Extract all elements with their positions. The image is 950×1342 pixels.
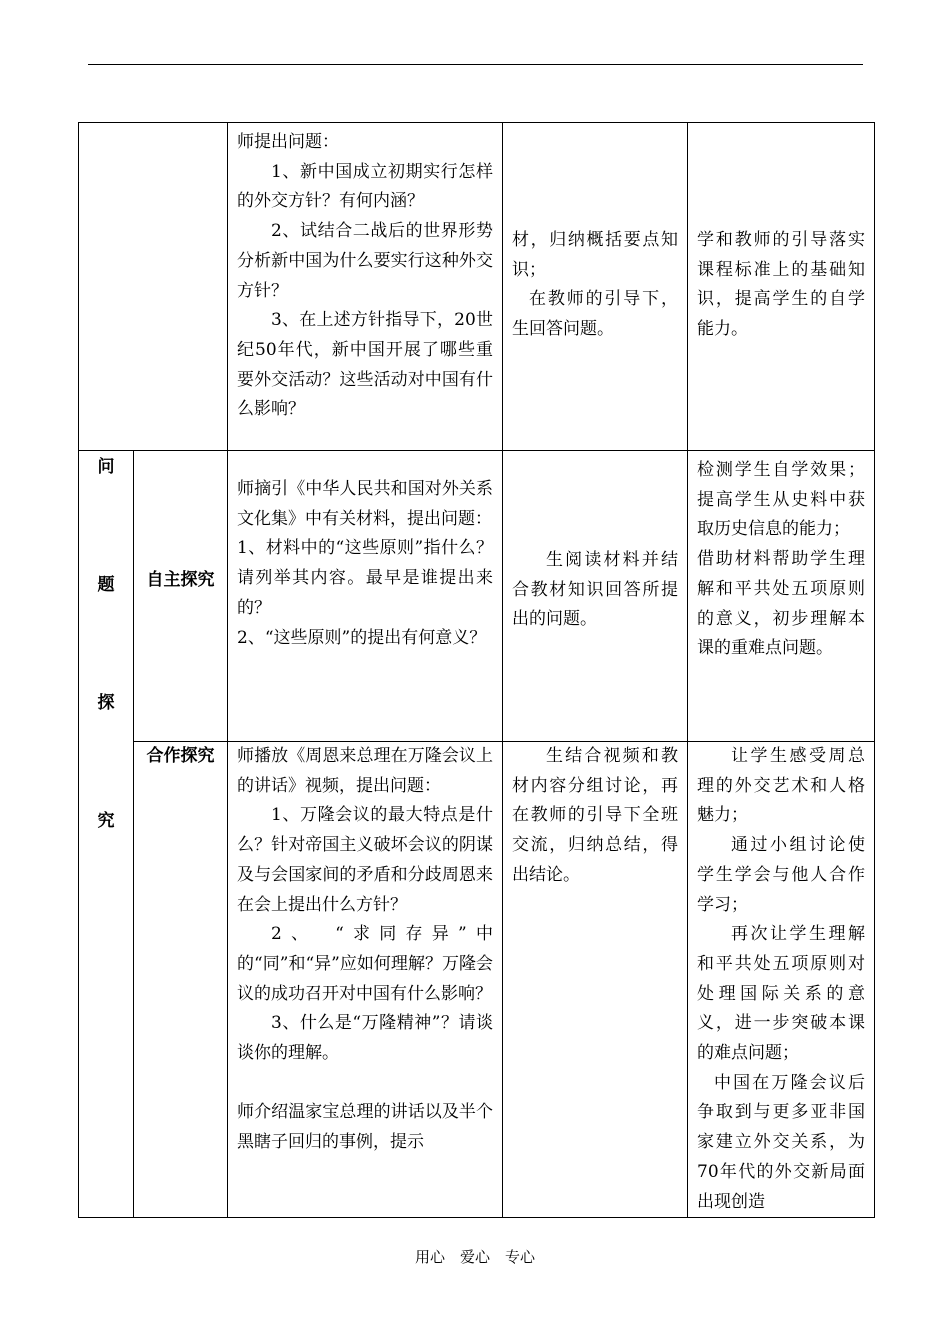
paragraph: 2、 “求同存异”中的“同”和“异”应如何理解？万隆会议的成功召开对中国有什么影响？ <box>237 924 493 1004</box>
paragraph: 生结合视频和教材内容分组讨论，再在教师的引导下全班交流，归纳总结，得出结论。 <box>512 746 678 885</box>
paragraph: 1、万隆会议的最大特点是什么？针对帝国主义破坏会议的阴谋及与会国家间的矛盾和分歧周恩来在会上提出什么方针？ <box>237 805 493 915</box>
paragraph: 通过小组讨论使学生学会与他人合作学习； <box>697 835 865 915</box>
design-intent-cell <box>688 123 875 451</box>
student-activity-cell <box>503 451 688 742</box>
student-activity-cell <box>503 123 688 451</box>
paragraph: 3、什么是“万隆精神”？请谈谈你的理解。 <box>237 1013 493 1064</box>
paragraph: 让学生感受周总理的外交艺术和人格魅力； <box>697 746 865 826</box>
section-label-char: 探 <box>97 693 115 713</box>
paragraph: 检测学生自学效果；提高学生从史料中获取历史信息的能力； <box>697 460 865 540</box>
section-label-char: 究 <box>97 811 115 831</box>
sub-label-cell <box>134 742 228 1218</box>
paragraph: 2、试结合二战后的世界形势分析新中国为什么要实行这种外交方针？ <box>237 221 493 301</box>
paragraph: 师提出问题： <box>237 132 339 152</box>
paragraph: 1、材料中的“这些原则”指什么？请列举其内容。最早是谁提出来的？ <box>237 538 493 618</box>
teacher-activity-cell <box>228 742 503 1218</box>
section-label-char: 题 <box>97 575 115 595</box>
sub-label: 自主探究 <box>146 570 215 590</box>
paragraph: 在教师的引导下，生回答问题。 <box>512 289 678 340</box>
paragraph: 师介绍温家宝总理的讲话以及半个黑瞎子回归的事例，提示 <box>237 1102 493 1153</box>
page-footer: 用心 爱心 专心 <box>414 1248 535 1266</box>
student-activity-cell <box>503 742 688 1218</box>
empty-label-cell <box>79 123 228 451</box>
sub-label: 合作探究 <box>146 746 215 766</box>
paragraph: 生阅读材料并结合教材知识回答所提出的问题。 <box>512 550 678 630</box>
paragraph: 师摘引《中华人民共和国对外关系文化集》中有关材料，提出问题： <box>237 479 493 529</box>
table-row <box>79 451 875 742</box>
paragraph: 再次让学生理解和平共处五项原则对处理国际关系的意义，进一步突破本课的难点问题； <box>697 924 865 1064</box>
lesson-plan-table <box>78 122 875 1218</box>
header-rule <box>88 64 863 65</box>
section-label-char: 问 <box>97 457 115 477</box>
paragraph: 材，归纳概括要点知识； <box>512 230 678 280</box>
paragraph: 1、新中国成立初期实行怎样的外交方针？有何内涵？ <box>237 161 493 212</box>
paragraph: 2、“这些原则”的提出有何意义？ <box>237 627 487 648</box>
section-label-cell <box>79 451 134 1218</box>
paragraph: 中国在万隆会议后争取到与更多亚非国家建立外交关系，为70年代的外交新局面出现创造 <box>697 1072 865 1212</box>
design-intent-cell <box>688 451 875 742</box>
table-row <box>79 742 875 1218</box>
table-row <box>79 123 875 451</box>
paragraph: 3、在上述方针指导下，20世纪50年代，新中国开展了哪些重要外交活动？这些活动对中国有什么影响？ <box>237 310 493 420</box>
paragraph: 师播放《周恩来总理在万隆会议上的讲话》视频，提出问题： <box>237 746 493 796</box>
paragraph: 学和教师的引导落实课程标准上的基础知识，提高学生的自学能力。 <box>697 230 865 340</box>
teacher-activity-cell <box>228 123 503 451</box>
teacher-activity-cell <box>228 451 503 742</box>
design-intent-cell <box>688 742 875 1218</box>
paragraph: 借助材料帮助学生理解和平共处五项原则的意义，初步理解本课的重难点问题。 <box>697 549 865 659</box>
sub-label-cell <box>134 451 228 742</box>
